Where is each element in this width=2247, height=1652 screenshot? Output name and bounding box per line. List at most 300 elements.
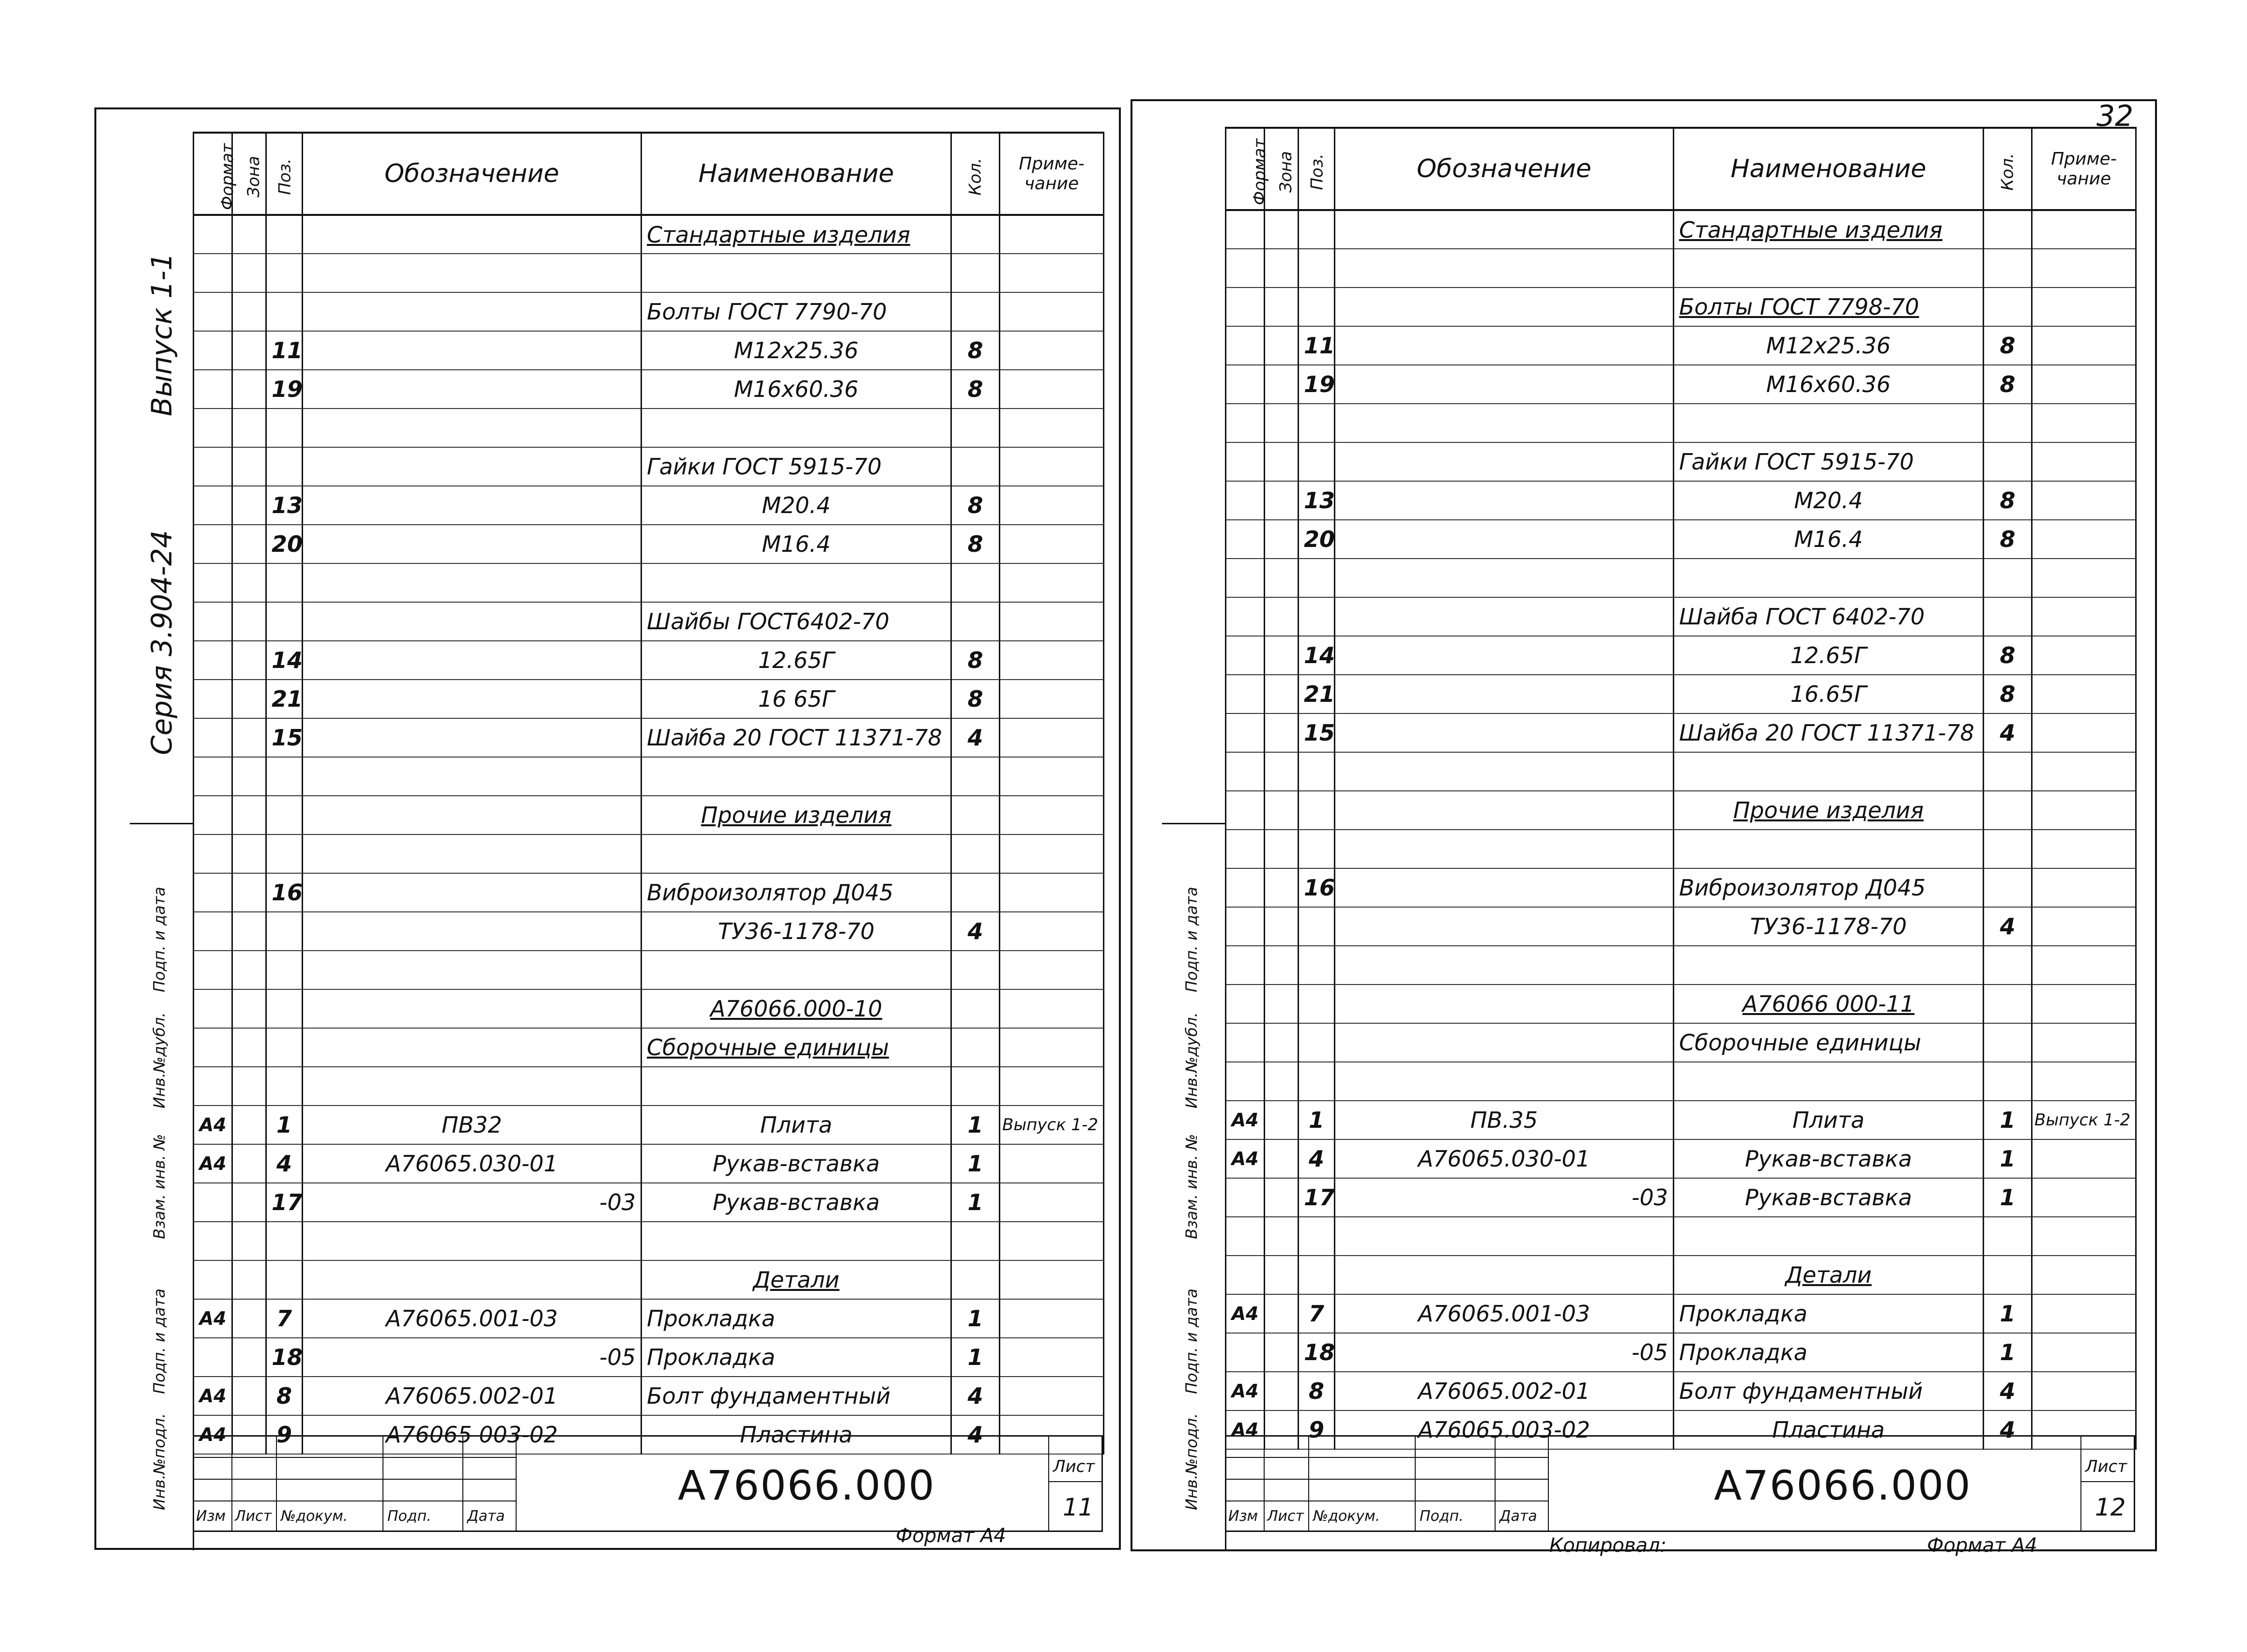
cell-name — [1674, 1101, 1984, 1139]
table-row — [1226, 1372, 2136, 1410]
cell-zone — [232, 215, 266, 254]
cell-format — [1226, 597, 1265, 636]
cell-name-text: Шайба 20 ГОСТ 11371-78 — [1679, 720, 1974, 746]
cell-zone — [1265, 288, 1299, 326]
cell-pos — [1299, 597, 1335, 636]
cell-zone — [232, 447, 266, 486]
header-oboz — [303, 133, 642, 215]
table-row — [194, 409, 1104, 447]
cell-name — [642, 680, 951, 718]
cell-pos — [1299, 713, 1335, 752]
cell-format — [194, 873, 232, 912]
cell-name — [642, 757, 951, 796]
cell-zone — [1265, 636, 1299, 675]
cell-zone — [1265, 1333, 1299, 1372]
cell-name — [1674, 365, 1984, 404]
cell-name — [1674, 597, 1984, 636]
cell-oboz — [1335, 442, 1674, 481]
cell-format — [1226, 404, 1265, 442]
cell-kol-text: 8 — [967, 686, 983, 712]
cell-pos — [1299, 365, 1335, 404]
cell-zone — [232, 912, 266, 951]
cell-name — [642, 834, 951, 873]
cell-pos-text: 13 — [1304, 487, 1335, 514]
cell-format — [194, 641, 232, 680]
table-row — [194, 680, 1104, 718]
table-row — [1226, 1217, 2136, 1256]
cell-oboz — [1335, 1101, 1674, 1139]
cell-format — [1226, 326, 1265, 365]
cell-kol — [1984, 481, 2032, 520]
tb-right-col-izm: Изм — [1228, 1508, 1258, 1525]
cell-oboz — [303, 1028, 642, 1067]
cell-pos-text: 18 — [1304, 1339, 1335, 1365]
cell-oboz-text: -05 — [1631, 1339, 1668, 1365]
cell-note — [1000, 409, 1104, 447]
table-row — [194, 1183, 1104, 1222]
cell-name-text: А76066 000-11 — [1742, 991, 1915, 1017]
cell-note — [2032, 1101, 2136, 1139]
cell-pos — [266, 602, 303, 641]
cell-note — [2032, 1139, 2136, 1178]
cell-kol — [951, 292, 1000, 331]
cell-name-text: Прокладка — [647, 1344, 776, 1370]
cell-zone — [232, 331, 266, 370]
cell-kol — [1984, 404, 2032, 442]
cell-kol-text: 1 — [2000, 1107, 2016, 1133]
cell-zone — [1265, 946, 1299, 985]
cell-pos — [1299, 985, 1335, 1023]
cell-pos-text: 8 — [1308, 1378, 1324, 1404]
cell-kol-text: 1 — [2000, 1184, 2016, 1211]
cell-pos — [1299, 1023, 1335, 1062]
header-name-text: Наименование — [698, 159, 894, 188]
cell-pos — [266, 1260, 303, 1299]
cell-note — [2032, 791, 2136, 830]
cell-note — [2032, 520, 2136, 559]
cell-note — [1000, 602, 1104, 641]
cell-oboz — [303, 680, 642, 718]
tb-right-col-list: Лист — [1267, 1508, 1304, 1525]
cell-format — [1226, 442, 1265, 481]
cell-kol — [1984, 1217, 2032, 1256]
cell-zone — [1265, 1217, 1299, 1256]
sheet-label-left: Лист — [1053, 1457, 1095, 1476]
cell-note — [1000, 370, 1104, 409]
cell-note — [1000, 912, 1104, 951]
cell-pos-text: 17 — [272, 1189, 303, 1215]
cell-name — [1674, 1372, 1984, 1410]
cell-pos — [266, 525, 303, 563]
cell-name-text: 12.65Г — [758, 647, 835, 673]
cell-oboz — [1335, 1294, 1674, 1333]
cell-oboz — [303, 1299, 642, 1338]
spec-table-left — [193, 132, 1104, 1455]
cell-kol — [951, 1144, 1000, 1183]
cell-oboz — [303, 718, 642, 757]
cell-name — [1674, 1062, 1984, 1101]
table-row — [194, 641, 1104, 680]
stamp-left-1: Инв.№подл. — [150, 1413, 168, 1510]
table-row — [1226, 791, 2136, 830]
table-row — [1226, 1294, 2136, 1333]
header-zone-text: Зона — [244, 156, 263, 197]
cell-zone — [1265, 210, 1299, 249]
table-row — [194, 602, 1104, 641]
cell-name — [1674, 636, 1984, 675]
cell-note — [1000, 1299, 1104, 1338]
cell-kol — [951, 602, 1000, 641]
cell-format — [194, 1222, 232, 1260]
cell-pos-text: 20 — [1304, 526, 1335, 552]
table-row — [1226, 675, 2136, 713]
cell-note — [1000, 641, 1104, 680]
table-row — [194, 989, 1104, 1028]
cell-name-text: Стандартные изделия — [647, 221, 910, 248]
cell-name — [642, 1222, 951, 1260]
cell-name — [1674, 249, 1984, 288]
cell-pos — [266, 641, 303, 680]
cell-oboz — [1335, 559, 1674, 597]
cell-name — [642, 1299, 951, 1338]
cell-name-text: Рукав-вставка — [712, 1151, 880, 1177]
cell-pos-text: 7 — [1308, 1301, 1324, 1327]
cell-kol-text: 1 — [967, 1189, 983, 1215]
cell-zone — [232, 718, 266, 757]
cell-zone — [232, 486, 266, 525]
cell-pos — [1299, 1217, 1335, 1256]
cell-kol — [1984, 520, 2032, 559]
cell-pos — [1299, 791, 1335, 830]
cell-note — [1000, 1106, 1104, 1144]
table-row — [194, 292, 1104, 331]
cell-oboz — [303, 370, 642, 409]
header-note — [2032, 128, 2136, 210]
cell-pos — [1299, 442, 1335, 481]
cell-pos — [266, 1338, 303, 1377]
cell-oboz — [303, 486, 642, 525]
cell-pos-text: 18 — [272, 1344, 303, 1370]
cell-name-text: Болт фундаментный — [647, 1383, 891, 1409]
cell-format — [1226, 791, 1265, 830]
sheet-number-left: 11 — [1063, 1493, 1094, 1521]
table-row — [1226, 481, 2136, 520]
cell-kol — [951, 1260, 1000, 1299]
cell-format — [194, 1106, 232, 1144]
cell-oboz — [1335, 249, 1674, 288]
cell-zone — [1265, 1101, 1299, 1139]
cell-note — [1000, 873, 1104, 912]
cell-note — [2032, 210, 2136, 249]
cell-oboz — [303, 331, 642, 370]
cell-zone — [232, 1144, 266, 1183]
cell-oboz — [1335, 907, 1674, 946]
cell-note — [1000, 447, 1104, 486]
cell-name — [1674, 1333, 1984, 1372]
header-name-text: Наименование — [1730, 154, 1926, 183]
table-row — [194, 370, 1104, 409]
cell-note — [2032, 1333, 2136, 1372]
cell-name — [642, 1106, 951, 1144]
cell-zone — [232, 1183, 266, 1222]
cell-pos — [1299, 1062, 1335, 1101]
cell-oboz — [1335, 1023, 1674, 1062]
header-pos-text: Поз. — [1307, 153, 1327, 190]
tb-right-col-docnum: №докум. — [1313, 1508, 1380, 1525]
cell-kol — [951, 951, 1000, 989]
table-row — [1226, 830, 2136, 868]
cell-name — [1674, 404, 1984, 442]
cell-pos — [266, 757, 303, 796]
cell-oboz-text: ПВ32 — [442, 1112, 502, 1138]
cell-name — [642, 1144, 951, 1183]
cell-format-text: А4 — [1231, 1303, 1259, 1324]
cell-format — [194, 331, 232, 370]
table-row — [194, 1338, 1104, 1377]
cell-kol-text: 8 — [2000, 526, 2016, 552]
cell-name-text: Пластина — [1772, 1417, 1885, 1443]
cell-pos — [266, 215, 303, 254]
cell-note — [2032, 481, 2136, 520]
cell-zone — [232, 370, 266, 409]
cell-format — [194, 912, 232, 951]
cell-oboz — [1335, 210, 1674, 249]
table-row — [1226, 559, 2136, 597]
cell-name-text: Прокладка — [1679, 1339, 1808, 1365]
cell-note — [1000, 834, 1104, 873]
cell-name — [642, 602, 951, 641]
cell-kol — [951, 796, 1000, 834]
cell-oboz — [303, 796, 642, 834]
cell-oboz — [303, 1144, 642, 1183]
cell-zone — [232, 1377, 266, 1415]
table-row — [194, 1144, 1104, 1183]
cell-pos — [1299, 520, 1335, 559]
cell-name-text: M16x60.36 — [734, 376, 859, 402]
cell-name — [642, 718, 951, 757]
cell-name — [642, 912, 951, 951]
cell-note — [2032, 907, 2136, 946]
header-note-text: Приме-чание — [2051, 149, 2117, 189]
table-row — [1226, 713, 2136, 752]
cell-note — [1000, 1067, 1104, 1106]
page-number: 32 — [2096, 99, 2134, 133]
cell-zone — [1265, 752, 1299, 791]
cell-zone — [1265, 713, 1299, 752]
cell-name — [642, 989, 951, 1028]
cell-pos — [266, 1028, 303, 1067]
cell-format — [1226, 1333, 1265, 1372]
header-kol — [951, 133, 1000, 215]
table-row — [194, 796, 1104, 834]
cell-oboz — [1335, 713, 1674, 752]
cell-pos — [266, 834, 303, 873]
table-row — [194, 951, 1104, 989]
cell-pos — [1299, 210, 1335, 249]
cell-pos-text: 8 — [276, 1383, 292, 1409]
cell-kol — [1984, 597, 2032, 636]
cell-note — [2032, 1217, 2136, 1256]
cell-oboz-text: А76065.001-03 — [1418, 1301, 1590, 1327]
cell-oboz — [303, 1067, 642, 1106]
table-row — [1226, 249, 2136, 288]
cell-kol-text: 8 — [967, 376, 983, 402]
cell-kol — [951, 1183, 1000, 1222]
cell-pos — [1299, 288, 1335, 326]
cell-format — [194, 525, 232, 563]
cell-kol — [1984, 946, 2032, 985]
cell-note — [1000, 1183, 1104, 1222]
cell-zone — [1265, 1023, 1299, 1062]
cell-kol-text: 4 — [967, 1383, 983, 1409]
table-row — [1226, 1256, 2136, 1294]
cell-name-text: Шайба ГОСТ 6402-70 — [1679, 604, 1925, 630]
cell-note — [2032, 1294, 2136, 1333]
cell-note — [1000, 796, 1104, 834]
header-format-text: Формат — [217, 143, 237, 210]
cell-zone — [1265, 791, 1299, 830]
cell-oboz — [1335, 985, 1674, 1023]
cell-format — [1226, 752, 1265, 791]
cell-kol — [1984, 210, 2032, 249]
cell-kol — [951, 1106, 1000, 1144]
table-row — [1226, 520, 2136, 559]
cell-oboz-text: А76065.030-01 — [385, 1151, 558, 1177]
cell-zone — [1265, 868, 1299, 907]
cell-pos — [1299, 1256, 1335, 1294]
cell-zone — [1265, 442, 1299, 481]
cell-pos — [266, 486, 303, 525]
cell-format — [194, 563, 232, 602]
cell-kol-text: 8 — [2000, 642, 2016, 668]
tb-left-col-podp: Подп. — [387, 1508, 431, 1525]
cell-name-text: Болты ГОСТ 7798-70 — [1679, 294, 1919, 320]
table-row — [1226, 946, 2136, 985]
cell-kol — [1984, 675, 2032, 713]
header-kol-text: Кол. — [965, 158, 985, 196]
cell-zone — [1265, 481, 1299, 520]
stamp-right-5: Подп. и дата — [1182, 887, 1201, 992]
cell-kol — [951, 1299, 1000, 1338]
cell-pos-text: 14 — [1304, 642, 1335, 668]
cell-oboz — [1335, 1372, 1674, 1410]
cell-kol — [951, 1028, 1000, 1067]
cell-format — [1226, 1062, 1265, 1101]
cell-zone — [232, 641, 266, 680]
cell-format — [194, 834, 232, 873]
cell-name-text: А76066.000-10 — [710, 996, 883, 1022]
cell-kol — [951, 563, 1000, 602]
cell-kol-text: 4 — [967, 1422, 983, 1448]
cell-pos — [266, 370, 303, 409]
cell-zone — [232, 292, 266, 331]
cell-note — [1000, 486, 1104, 525]
cell-name-text: Прочие изделия — [701, 802, 892, 828]
cell-pos — [266, 951, 303, 989]
cell-note — [2032, 1023, 2136, 1062]
cell-kol — [1984, 1178, 2032, 1217]
cell-name — [1674, 1256, 1984, 1294]
cell-kol — [951, 873, 1000, 912]
cell-kol — [1984, 442, 2032, 481]
cell-zone — [1265, 675, 1299, 713]
cell-zone — [232, 409, 266, 447]
header-zone — [1265, 128, 1299, 210]
cell-zone — [1265, 520, 1299, 559]
cell-name — [642, 1067, 951, 1106]
cell-format-text: А4 — [1231, 1109, 1259, 1131]
cell-zone — [1265, 985, 1299, 1023]
cell-name — [1674, 1294, 1984, 1333]
cell-oboz — [1335, 868, 1674, 907]
cell-pos — [1299, 636, 1335, 675]
cell-name-text: Рукав-вставка — [1744, 1146, 1912, 1172]
cell-pos-text: 21 — [1304, 681, 1335, 707]
cell-format — [1226, 1294, 1265, 1333]
sheet-number-right: 12 — [2095, 1493, 2126, 1521]
cell-format — [1226, 559, 1265, 597]
cell-pos — [1299, 1333, 1335, 1372]
cell-oboz — [1335, 791, 1674, 830]
table-row — [194, 254, 1104, 292]
cell-note — [2032, 752, 2136, 791]
cell-note-text: Выпуск 1-2 — [1002, 1115, 1099, 1135]
table-row — [194, 331, 1104, 370]
cell-pos — [266, 563, 303, 602]
issue-label: Выпуск 1-1 — [145, 253, 178, 416]
stamp-right-3: Взам. инв. № — [1182, 1134, 1201, 1239]
cell-name — [1674, 752, 1984, 791]
cell-oboz — [1335, 1139, 1674, 1178]
header-zone-text: Зона — [1276, 151, 1296, 193]
cell-zone — [1265, 907, 1299, 946]
cell-oboz — [303, 757, 642, 796]
cell-format — [1226, 481, 1265, 520]
header-row — [194, 133, 1104, 215]
header-note — [1000, 133, 1104, 215]
cell-format — [194, 757, 232, 796]
cell-zone — [1265, 1372, 1299, 1410]
cell-zone — [1265, 1062, 1299, 1101]
cell-oboz — [303, 409, 642, 447]
cell-zone — [1265, 559, 1299, 597]
cell-name-text: Виброизолятор Д045 — [1679, 875, 1926, 901]
cell-note — [2032, 404, 2136, 442]
cell-pos — [266, 1067, 303, 1106]
cell-format — [194, 989, 232, 1028]
cell-pos — [266, 912, 303, 951]
cell-kol — [951, 1067, 1000, 1106]
cell-kol — [951, 409, 1000, 447]
cell-name — [1674, 288, 1984, 326]
cell-name — [1674, 713, 1984, 752]
cell-zone — [232, 834, 266, 873]
cell-format — [1226, 1372, 1265, 1410]
cell-name-text: 16 65Г — [758, 686, 835, 712]
cell-pos — [1299, 559, 1335, 597]
cell-name-text: Прокладка — [1679, 1301, 1808, 1327]
stamp-left-4: Инв.№дубл. — [150, 1012, 168, 1108]
cell-note — [1000, 215, 1104, 254]
table-row — [194, 1028, 1104, 1067]
cell-kol — [1984, 1333, 2032, 1372]
cell-kol-text: 1 — [967, 1344, 983, 1370]
table-row — [194, 486, 1104, 525]
cell-zone — [1265, 1294, 1299, 1333]
cell-oboz — [303, 873, 642, 912]
cell-pos-text: 9 — [1308, 1417, 1324, 1443]
cell-note — [2032, 365, 2136, 404]
